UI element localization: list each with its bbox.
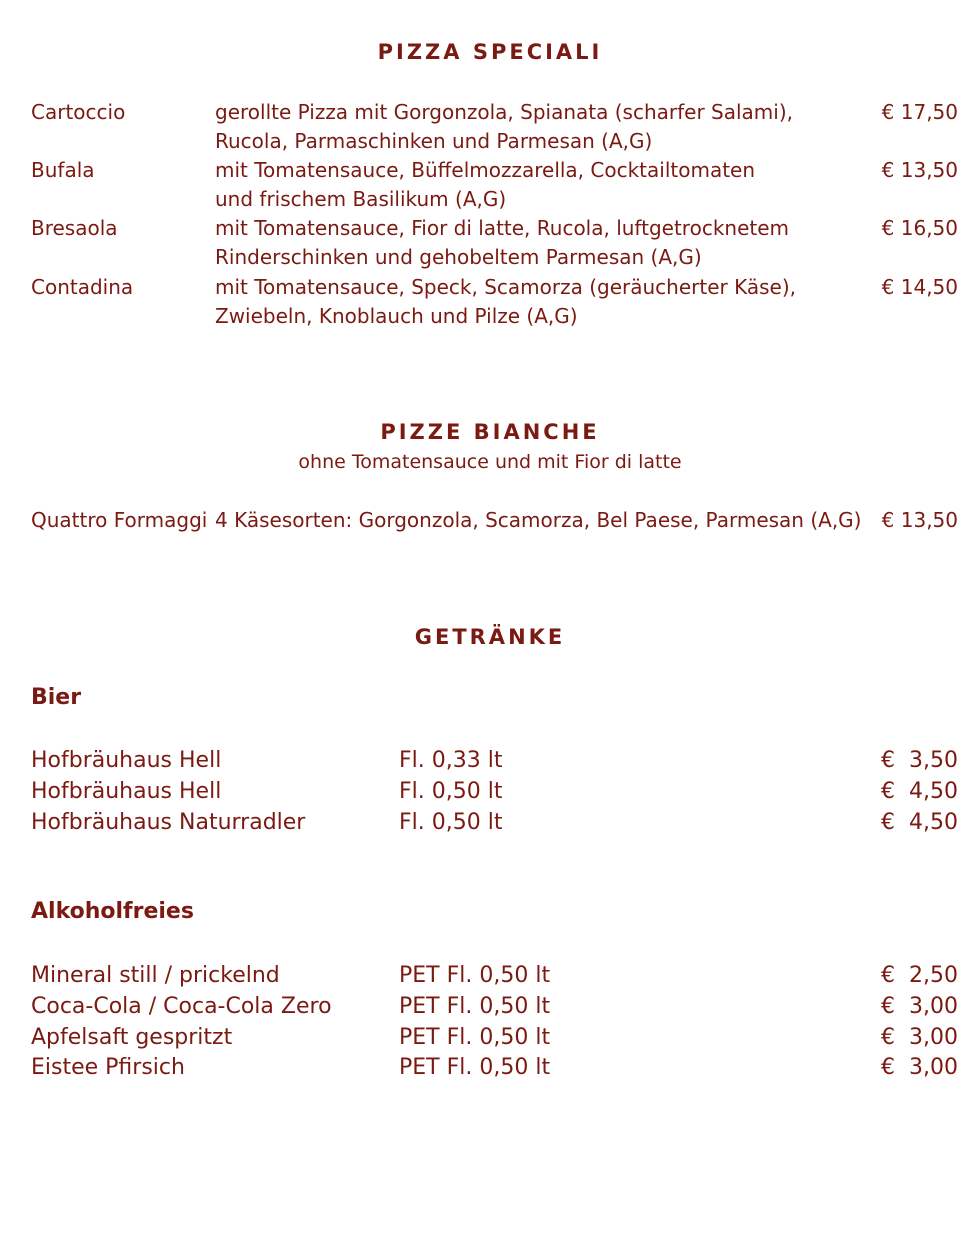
item-name: Quattro Formaggi (31, 508, 208, 532)
section-title-pizze-bianche: PIZZE BIANCHE (380, 420, 600, 444)
drink-item (0, 991, 980, 1022)
drink-item (0, 1052, 980, 1083)
drink-name: Hofbräuhaus Hell (31, 748, 222, 773)
item-price: € 14,50 (881, 275, 958, 299)
drink-item (0, 776, 980, 807)
drink-price: € 4,50 (881, 810, 958, 835)
item-description: 4 Käsesorten: Gorgonzola, Scamorza, Bel Paese, Parmesan (A,G) (215, 508, 862, 532)
item-name: Contadina (31, 275, 134, 299)
menu-item-bufala (0, 156, 980, 216)
drink-name: Mineral still / prickelnd (31, 963, 280, 988)
category-title-bier: Bier (31, 685, 82, 710)
drink-item (0, 745, 980, 776)
menu-item-bresaola (0, 214, 980, 274)
drink-size: PET Fl. 0,50 lt (399, 1055, 551, 1080)
item-price: € 13,50 (881, 158, 958, 182)
item-description-line: Rinderschinken und gehobeltem Parmesan (A,G) (215, 245, 702, 269)
item-price: € 17,50 (881, 100, 958, 124)
section-subtitle: ohne Tomatensauce und mit Fior di latte (298, 451, 682, 473)
item-price: € 16,50 (881, 216, 958, 240)
item-description (215, 156, 855, 214)
menu-item-cartoccio (0, 98, 980, 158)
item-description-line: und frischem Basilikum (A,G) (215, 187, 507, 211)
drink-size: PET Fl. 0,50 lt (399, 963, 551, 988)
drink-price: € 3,50 (881, 748, 958, 773)
item-description (215, 98, 855, 156)
item-description-line: gerollte Pizza mit Gorgonzola, Spianata (scharfer Salami), (215, 100, 793, 124)
drink-item (0, 1022, 980, 1053)
section-title-getraenke: GETRÄNKE (414, 625, 566, 649)
drink-size: PET Fl. 0,50 lt (399, 1025, 551, 1050)
drink-price: € 3,00 (881, 1055, 958, 1080)
drink-size: Fl. 0,50 lt (399, 810, 503, 835)
section-title-pizza-speciali: PIZZA SPECIALI (377, 40, 603, 64)
drink-price: € 3,00 (881, 994, 958, 1019)
item-description-line: mit Tomatensauce, Speck, Scamorza (geräucherter Käse), (215, 275, 796, 299)
category-title-alkoholfreies: Alkoholfreies (31, 899, 194, 924)
item-description-line: Zwiebeln, Knoblauch und Pilze (A,G) (215, 304, 578, 328)
drink-size: PET Fl. 0,50 lt (399, 994, 551, 1019)
drink-name: Coca-Cola / Coca-Cola Zero (31, 994, 332, 1019)
drink-name: Hofbräuhaus Naturradler (31, 810, 306, 835)
menu-item-quattro-formaggi (0, 506, 980, 566)
item-name: Bufala (31, 158, 95, 182)
drink-price: € 4,50 (881, 779, 958, 804)
item-description (215, 273, 855, 331)
drink-price: € 2,50 (881, 963, 958, 988)
drink-item (0, 807, 980, 838)
item-description-line: Rucola, Parmaschinken und Parmesan (A,G) (215, 129, 653, 153)
drink-name: Apfelsaft gespritzt (31, 1025, 233, 1050)
item-price: € 13,50 (881, 508, 958, 532)
menu-item-contadina (0, 273, 980, 333)
drink-name: Hofbräuhaus Hell (31, 779, 222, 804)
drink-item (0, 960, 980, 991)
item-name: Cartoccio (31, 100, 126, 124)
drink-name: Eistee Pfirsich (31, 1055, 185, 1080)
item-description (215, 214, 855, 272)
drink-price: € 3,00 (881, 1025, 958, 1050)
item-name: Bresaola (31, 216, 118, 240)
drink-size: Fl. 0,50 lt (399, 779, 503, 804)
drink-size: Fl. 0,33 lt (399, 748, 503, 773)
item-description-line: mit Tomatensauce, Fior di latte, Rucola, luftgetrocknetem (215, 216, 790, 240)
item-description-line: mit Tomatensauce, Büffelmozzarella, Cocktailtomaten (215, 158, 756, 182)
